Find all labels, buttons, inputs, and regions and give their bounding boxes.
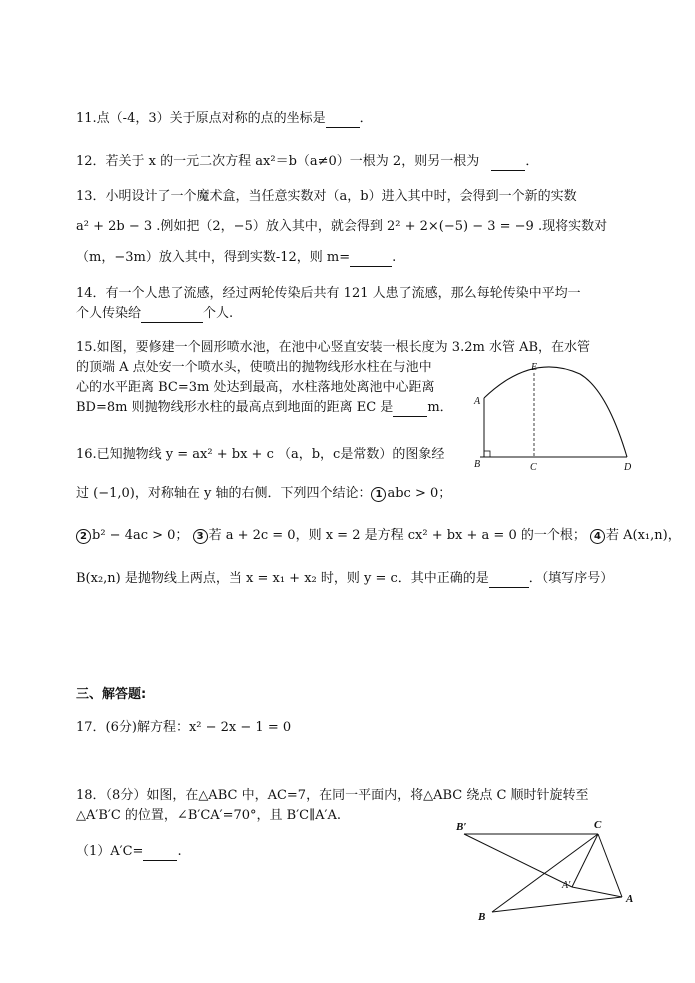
q12-answer-blank[interactable] [491,156,525,171]
label-e: E [531,362,538,373]
rotation-figure [452,816,652,928]
q15-line2: 的顶端 A 点处安一个喷水头，使喷出的抛物线形水柱在与池中 [76,360,432,375]
q12 [76,153,538,171]
label-a: A [626,893,634,905]
label-c: C [530,462,537,472]
label-a-prime: A′ [562,880,571,891]
q11-answer-blank[interactable] [326,113,360,128]
q16-c3-text: 若 a + 2c = 0，则 x = 2 是方程 cx² + bx + a = 0 的一个根； [208,528,586,543]
segment-b-a [492,897,622,912]
q15-line4-pre: BD=8m 则抛物线形水柱的最高点到地面的距离 EC 是 [76,400,394,415]
q15-answer-blank[interactable] [393,402,427,417]
q16-c1-text: abc > 0； [387,486,452,501]
q12-end: ． [525,154,539,169]
q18-line2: △A′B′C 的位置，∠B′CA′=70°，且 B′C∥A′A. [76,808,341,823]
q16-line4-pre: B(x₂,n) 是抛物线上两点，当 x = x₁ + x₂ 时，则 y = c．其中正确的是 [76,571,489,586]
section-title: 三、解答题: [76,687,147,702]
q16-line3 [76,527,681,545]
q11 [76,110,373,128]
q14-line2-post: 个人. [203,306,234,321]
q16-line4-post: ．（填写序号） [528,571,614,586]
fountain-figure [462,360,642,472]
q13-end: . [392,250,397,265]
q18-line1: 18．（8分）如图，在△ABC 中，AC=7，在同一平面内，将△ABC 绕点 C 顺时针旋转至 [76,788,589,803]
q15-line4 [76,399,453,417]
segment-a1-a [572,887,622,897]
q11-end: ． [359,111,373,126]
q14-answer-blank[interactable] [141,308,203,323]
q14-line2-pre: 个人传染给 [76,306,142,321]
circled-number-1: 1 [371,487,386,502]
q18-line3-pre: （1）A′C= [76,844,144,859]
q11-text: 11.点（-4，3）关于原点对称的点的坐标是 [76,111,326,126]
q18-answer-blank[interactable] [143,846,177,861]
circled-number-4: 4 [590,529,605,544]
q18-line3 [76,843,182,861]
label-a: A [474,396,481,407]
q14-line1: 14．有一个人患了流感，经过两轮传染后共有 121 人患了流感，那么每轮传染中平均一 [76,286,581,301]
q12-text: 12．若关于 x 的一元二次方程 ax²＝b（a≠0）一根为 2，则另一根为 [76,154,480,169]
q13-line1: 13．小明设计了一个魔术盒，当任意实数对（a，b）进入其中时，会得到一个新的实数 [76,189,577,204]
q13-line3-text: （m，−3m）放入其中，得到实数-12，则 m= [76,250,351,265]
q15-line3: 心的水平距离 BC=3m 处达到最高，水柱落地处离池中心距离 [76,380,435,395]
q16-c2-text: b² − 4ac > 0； [92,528,189,543]
q16-line4 [76,570,613,588]
segment-c-a [598,834,622,897]
q16-line2 [76,485,451,503]
right-angle-mark [484,451,490,457]
q13-line3 [76,249,396,267]
label-b-prime: B′ [456,821,467,833]
parabola-curve [484,367,627,457]
label-b: B [474,459,481,470]
q16-line2-pre: 过 (−1,0)，对称轴在 y 轴的右侧．下列四个结论： [76,486,372,501]
q16-c4-text: 若 A(x₁,n)， [605,528,681,543]
q16-line1: 16.已知抛物线 y = ax² + bx + c （a，b，c是常数）的图象经 [76,447,445,462]
label-c: C [594,819,602,831]
segment-c-b [492,834,598,912]
q15-line1: 15.如图，要修建一个圆形喷水池，在池中心竖直安装一根长度为 3.2m 水管 AB，在水管 [76,340,591,355]
label-d: D [624,462,632,472]
circled-number-2: 2 [76,529,91,544]
q13-line2: a² + 2b − 3 .例如把（2，−5）放入其中，就会得到 2² + 2×(−5) − 3 = −9 .现将实数对 [76,219,608,234]
segment-b1-a1 [464,834,572,887]
q17: 17．(6分)解方程：x² − 2x − 1 = 0 [76,720,292,735]
q16-answer-blank[interactable] [489,573,529,588]
label-b: B [478,911,486,923]
segment-c-a1 [572,834,598,887]
q15-line4-post: m． [427,400,453,415]
q14-line2 [76,305,233,323]
q13-answer-blank[interactable] [350,252,392,267]
circled-number-3: 3 [193,529,208,544]
q18-line3-post: . [177,844,182,859]
